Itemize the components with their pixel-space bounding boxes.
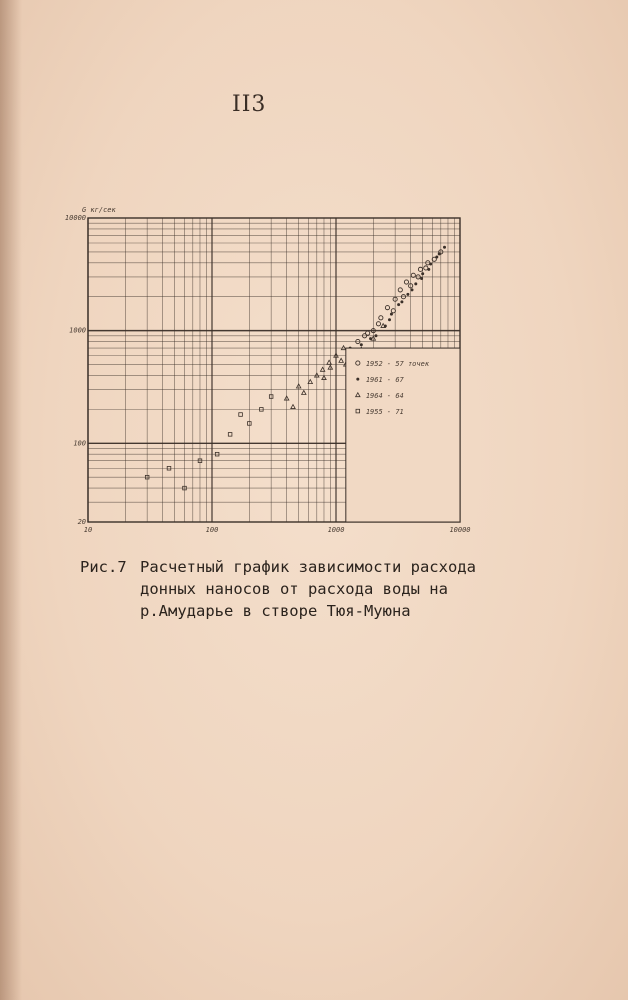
caption-line-3: р.Амударье в створе Тюя-Муюна (140, 602, 411, 620)
data-point (418, 267, 422, 271)
legend-entry: 1964 - 64 (365, 392, 404, 401)
bedload-discharge-chart (60, 196, 480, 536)
figure-label: Рис.7 (80, 558, 127, 576)
data-point (379, 316, 383, 320)
data-point (429, 263, 432, 266)
data-point (400, 300, 403, 303)
data-point (404, 280, 408, 284)
data-point (414, 282, 417, 285)
data-point (435, 256, 438, 259)
page-number: II3 (232, 92, 267, 117)
x-tick-label: 1000 (327, 526, 345, 534)
data-point (421, 272, 424, 275)
data-point (327, 360, 331, 364)
data-point (291, 405, 295, 409)
data-point (397, 303, 400, 306)
data-point (388, 318, 391, 321)
data-point (360, 343, 363, 346)
legend-entry: 1952 - 57 точек (365, 360, 430, 369)
caption-line-2: донных наносов от расхода воды на (140, 580, 448, 598)
y-tick-label: 1000 (69, 326, 86, 335)
data-point (427, 268, 430, 271)
data-point (302, 391, 306, 395)
data-point (398, 288, 402, 292)
caption-line-1: Расчетный график зависимости расхода (140, 558, 476, 576)
x-tick-label: 100 (205, 526, 219, 534)
legend-entry: 1961 - 67 (365, 376, 404, 385)
data-point (374, 334, 377, 337)
x-tick-label: 10000 (449, 526, 471, 534)
data-point (420, 277, 423, 280)
data-point (366, 331, 370, 335)
data-point (341, 346, 345, 350)
data-point (376, 322, 380, 326)
y-tick-label: 10000 (64, 214, 86, 222)
data-point (406, 293, 409, 296)
data-point (239, 413, 243, 417)
data-point (443, 246, 446, 249)
x-tick-label: 10 (83, 526, 93, 534)
data-point (381, 324, 385, 328)
data-point (385, 306, 389, 310)
page-edge-shadow (0, 0, 22, 1000)
y-axis-label: G кг/сек (82, 206, 116, 214)
data-point (228, 433, 232, 437)
legend-marker (356, 378, 359, 381)
data-point (339, 358, 343, 362)
data-point (390, 313, 393, 316)
y-tick-label: 20 (77, 518, 86, 526)
data-point (438, 252, 441, 255)
data-point (391, 309, 395, 313)
legend-entry: 1955 - 71 (365, 408, 404, 417)
data-point (410, 288, 413, 291)
legend-box (346, 348, 460, 522)
chart-legend (346, 348, 460, 522)
y-tick-label: 100 (73, 439, 86, 448)
